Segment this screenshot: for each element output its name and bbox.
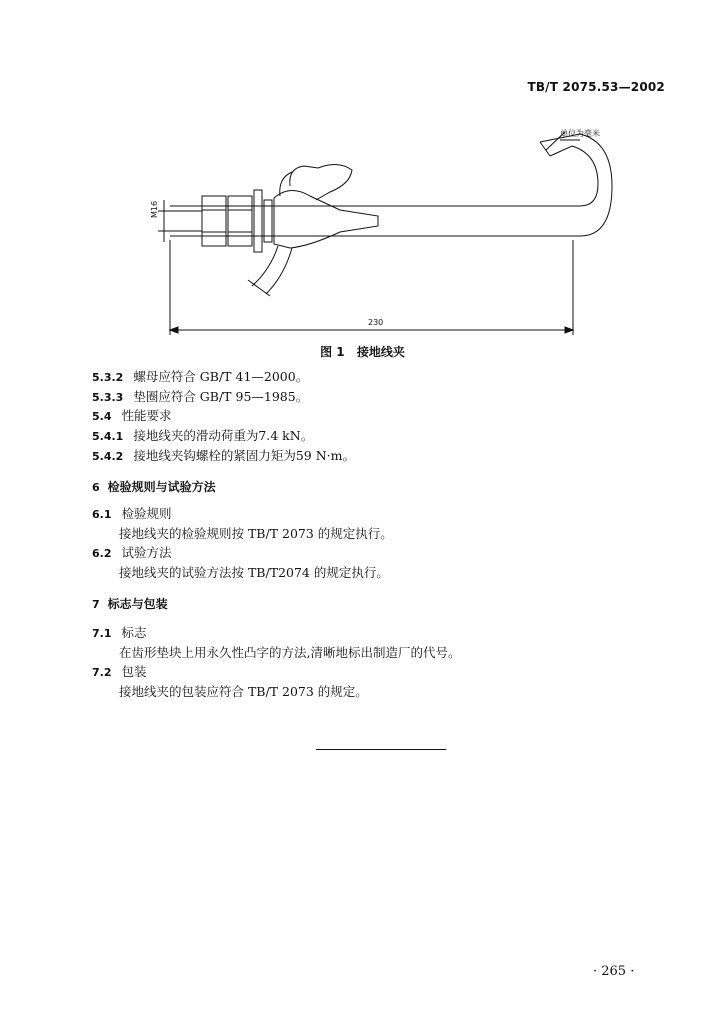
standard-number: TB/T 2075.53—2002: [527, 80, 665, 94]
section-number: 7: [92, 598, 100, 611]
clause-number: 7.1: [92, 627, 112, 640]
clause-number: 5.4.1: [92, 430, 124, 443]
clause-5-4-2: [92, 448, 355, 465]
section-title: 标志与包装: [107, 597, 168, 611]
clause-number: 6.2: [92, 547, 112, 560]
clause-6-2-heading: [92, 545, 172, 562]
clause-7-1-body: 在齿形垫块上用永久性凸字的方法,清晰地标出制造厂的代号。: [119, 645, 461, 660]
clamp-drawing: [140, 120, 640, 350]
figure-caption-title: 接地线夹: [356, 345, 405, 359]
clause-7-2-heading: [92, 664, 147, 681]
clause-6-2-body: 接地线夹的试验方法按 TB/T2074 的规定执行。: [119, 565, 389, 580]
dimension-length-label: 230: [368, 318, 384, 327]
clause-5-4: [92, 408, 172, 425]
clause-number: 6.1: [92, 508, 112, 521]
clause-text: 螺母应符合 GB/T 41—2000。: [133, 369, 309, 384]
clause-7-1-heading: [92, 625, 147, 642]
section-7-heading: [92, 596, 168, 613]
clause-number: 5.3.3: [92, 391, 124, 404]
clause-title: 检验规则: [121, 506, 172, 521]
section-number: 6: [92, 481, 100, 494]
figure-caption: [0, 343, 725, 360]
clause-5-3-2: [92, 369, 308, 386]
clause-title: 标志: [121, 625, 147, 640]
clause-6-1-body: 接地线夹的检验规则按 TB/T 2073 的规定执行。: [119, 526, 393, 541]
clause-number: 5.4.2: [92, 450, 124, 463]
clause-5-4-1: [92, 428, 313, 445]
dimension-thread-label: M16: [150, 200, 159, 218]
section-6-heading: [92, 479, 216, 496]
figure-caption-number: 图 1: [320, 345, 345, 359]
clause-5-3-3: [92, 389, 308, 406]
clause-number: 5.3.2: [92, 371, 124, 384]
section-title: 检验规则与试验方法: [107, 480, 216, 494]
clause-text: 垫圈应符合 GB/T 95—1985。: [133, 389, 309, 404]
clause-title: 包装: [121, 664, 147, 679]
clause-6-1-heading: [92, 506, 172, 523]
page-number: · 265 ·: [593, 964, 635, 979]
clause-7-2-body: 接地线夹的包装应符合 TB/T 2073 的规定。: [119, 684, 368, 699]
unit-note: 单位为毫米: [560, 129, 600, 138]
figure-grounding-clamp: [140, 120, 640, 350]
clause-text: 接地线夹钩螺栓的紧固力矩为59 N·m。: [133, 448, 355, 463]
clause-text: 接地线夹的滑动荷重为7.4 kN。: [133, 428, 314, 443]
clause-number: 5.4: [92, 410, 112, 423]
clause-number: 7.2: [92, 666, 112, 679]
end-of-standard-rule: [316, 749, 446, 750]
clause-text: 性能要求: [121, 408, 172, 423]
clause-title: 试验方法: [121, 545, 172, 560]
